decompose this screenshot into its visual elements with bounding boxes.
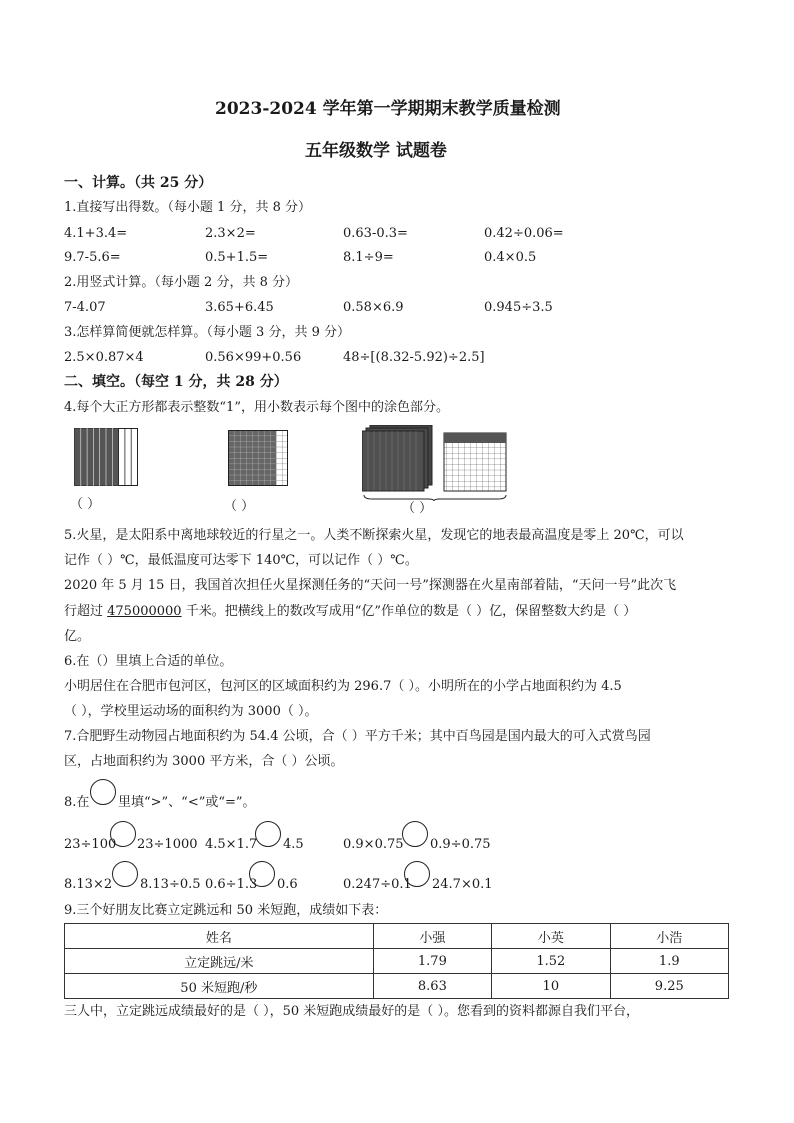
q1-item: 9.7-5.6= — [64, 250, 121, 265]
table-cell: 1.9 — [610, 949, 728, 974]
q1-item: 8.1÷9= — [343, 250, 394, 265]
compare-circle[interactable] — [402, 821, 428, 847]
q5-text: 亿。 — [64, 629, 91, 644]
section-2-heading: 二、填空。（每空 1 分，共 28 分） — [64, 374, 288, 390]
q7-text: 7.合肥野生动物园占地面积约为 54.4 公顷，合（ ）平方千米；其中百鸟园是国内最大的可入式赏鸟园 — [64, 729, 651, 744]
compare-left: 23÷100 — [64, 837, 117, 852]
compare-right: 0.9÷0.75 — [430, 837, 491, 852]
q3-item: 48÷[(8.32-5.92)÷2.5] — [343, 350, 485, 365]
table-row — [65, 949, 729, 974]
exam-title: 2023-2024 学年第一学期期末教学质量检测 — [215, 99, 561, 119]
compare-circle[interactable] — [110, 821, 136, 847]
compare-right: 24.7×0.1 — [432, 877, 493, 892]
q1-prompt: 1.直接写出得数。（每小题 1 分，共 8 分） — [64, 200, 311, 215]
table-header-row — [65, 924, 729, 949]
q1-item: 0.5+1.5= — [205, 250, 269, 265]
decimal-figure-grid — [228, 430, 288, 486]
q1-item: 0.42÷0.06= — [484, 226, 564, 241]
q6-text: 6.在（）里填上合适的单位。 — [64, 654, 233, 669]
compare-left: 0.6÷1.3 — [205, 877, 258, 892]
decimal-figure-columns — [74, 428, 138, 486]
q5-text: 记作（ ）℃，最低温度可达零下 140℃，可以记作（ ）℃。 — [64, 553, 418, 568]
q5-text-part: 千米。把横线上的数改写成用“亿”作单位的数是（ ）亿，保留整数大约是（ ） — [181, 604, 637, 619]
compare-right: 8.13÷0.5 — [140, 877, 201, 892]
q1-item: 2.3×2= — [205, 226, 256, 241]
table-cell: 1.79 — [373, 949, 491, 974]
q5-text-part: 行超过 — [64, 604, 108, 619]
table-cell: 10 — [492, 974, 610, 999]
q6-text: 小明居住在合肥市包河区，包河区的区域面积约为 296.7（ ）。小明所在的小学占地面积约为 4.5 — [64, 679, 622, 694]
q5-text: 2020 年 5 月 15 日，我国首次担任火星探测任务的“天问一号”探测器在火星南部着陆，“天问一号”此次飞 — [64, 578, 677, 593]
table-header-cell: 小浩 — [610, 924, 728, 949]
q1-item: 4.1+3.4= — [64, 226, 128, 241]
underlined-number: 475000000 — [107, 604, 182, 619]
q1-item: 0.63-0.3= — [343, 226, 408, 241]
q2-prompt: 2.用竖式计算。（每小题 2 分，共 8 分） — [64, 275, 298, 290]
compare-right: 0.6 — [277, 877, 298, 892]
q2-item: 7-4.07 — [64, 300, 106, 315]
decimal-figure-multi — [362, 425, 510, 501]
q2-item: 0.945÷3.5 — [484, 300, 553, 315]
q3-item: 0.56×99+0.56 — [205, 350, 302, 365]
table-row — [65, 974, 729, 999]
q8-suffix: 里填“>”、“<”或“=”。 — [118, 795, 256, 810]
q2-item: 3.65+6.45 — [205, 300, 274, 315]
table-cell: 9.25 — [610, 974, 728, 999]
q5-text — [64, 604, 636, 620]
q7-text: 区，占地面积约为 3000 平方米，合（ ）公顷。 — [64, 754, 344, 769]
exam-subtitle: 五年级数学 试题卷 — [305, 141, 447, 161]
q4-answer-blank[interactable]: （ ） — [224, 499, 255, 514]
q8-prefix: 8.在 — [64, 795, 90, 810]
q9-followup: 三人中，立定跳远成绩最好的是（ ），50 米短跑成绩最好的是（ ）。您看到的资料都源自我们平台， — [64, 1004, 639, 1019]
table-header-cell: 姓名 — [65, 924, 374, 949]
compare-circle[interactable] — [404, 861, 430, 887]
q2-item: 0.58×6.9 — [343, 300, 404, 315]
compare-left: 0.247÷0.1 — [343, 877, 412, 892]
compare-circle[interactable] — [112, 861, 138, 887]
q4-answer-blank[interactable]: （ ） — [402, 501, 433, 516]
q3-prompt: 3.怎样算简便就怎样算。（每小题 3 分，共 9 分） — [64, 325, 350, 340]
table-cell: 1.52 — [492, 949, 610, 974]
compare-left: 0.9×0.75 — [343, 837, 404, 852]
compare-circle[interactable] — [255, 821, 281, 847]
compare-right: 4.5 — [283, 837, 304, 852]
q6-text: （ ），学校里运动场的面积约为 3000（ ）。 — [64, 704, 318, 719]
q4-answer-blank[interactable]: （ ） — [70, 497, 101, 512]
compare-left: 8.13×2 — [64, 877, 113, 892]
table-header-cell: 小强 — [373, 924, 491, 949]
table-header-cell: 小英 — [492, 924, 610, 949]
table-cell: 立定跳远/米 — [65, 949, 374, 974]
q5-text: 5.火星，是太阳系中离地球较近的行星之一。人类不断探索火星，发现它的地表最高温度是零上 20℃，可以 — [64, 528, 684, 543]
section-1-heading: 一、计算。（共 25 分） — [64, 175, 213, 191]
q9-prompt: 9.三个好朋友比赛立定跳远和 50 米短跑，成绩如下表： — [64, 903, 388, 918]
score-table — [64, 923, 729, 999]
q4-prompt: 4.每个大正方形都表示整数“1”，用小数表示每个图中的涂色部分。 — [64, 400, 449, 415]
compare-circle[interactable] — [249, 861, 275, 887]
compare-right: 23÷1000 — [137, 837, 198, 852]
table-cell: 8.63 — [373, 974, 491, 999]
q1-item: 0.4×0.5 — [484, 250, 537, 265]
compare-left: 4.5×1.7 — [205, 837, 258, 852]
compare-circle-sample — [90, 779, 116, 805]
table-cell: 50 米短跑/秒 — [65, 974, 374, 999]
q3-item: 2.5×0.87×4 — [64, 350, 144, 365]
